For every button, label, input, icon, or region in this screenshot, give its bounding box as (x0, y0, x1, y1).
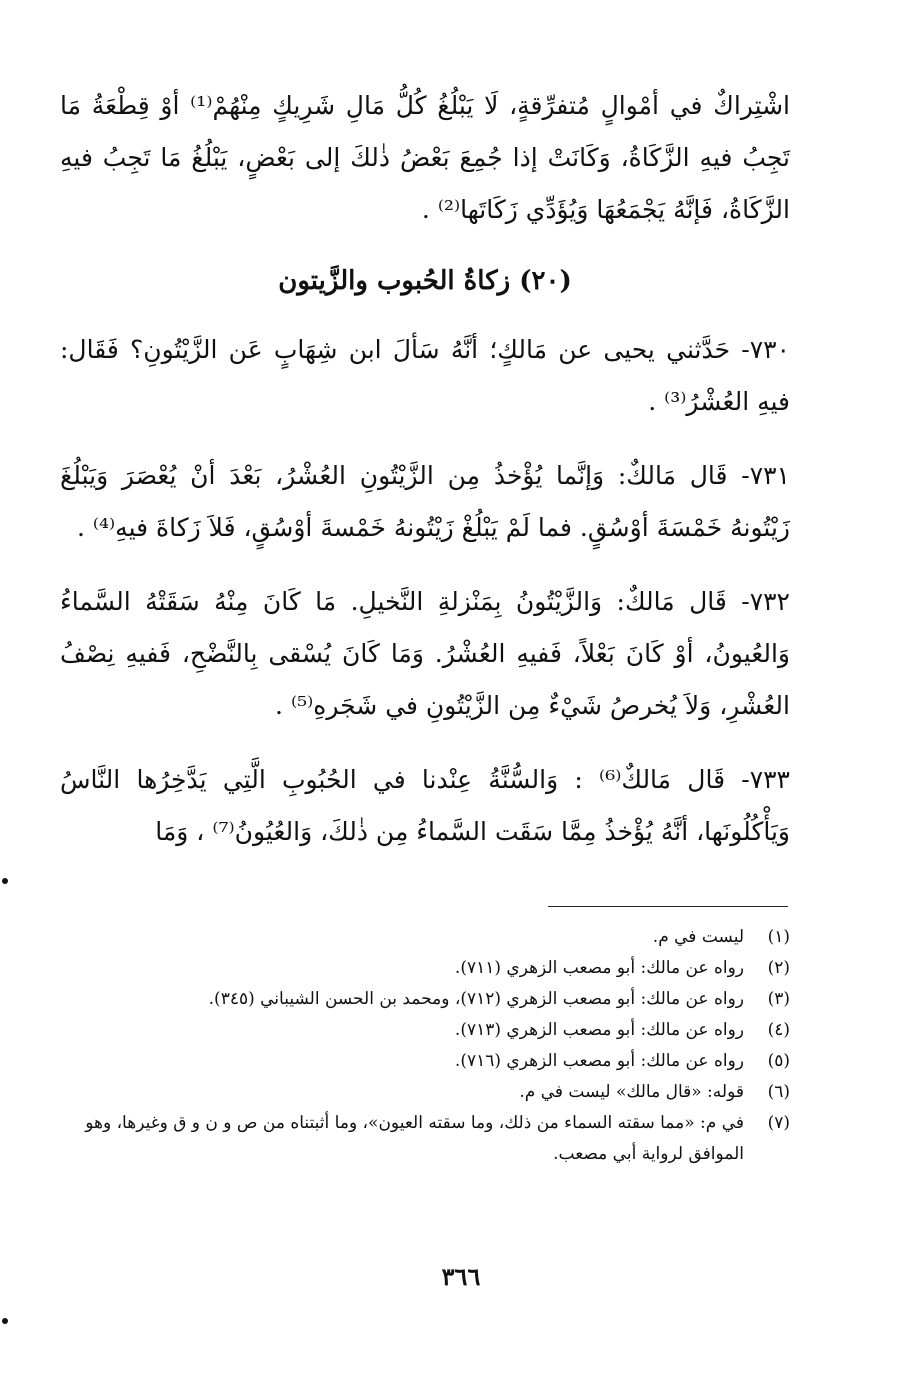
paragraph-730: ٧٣٠- حَدَّثني يحيى عن مَالكٍ؛ أنَّهُ سَألَ ابن شِهَابٍ عَن الزَّيْتُونِ؟ فَقَال: فيهِ العُشْرُ⁽³⁾ . (60, 335, 790, 416)
footnote-1 (60, 922, 790, 953)
footnote-text: في م: «مما سقته السماء من ذلك، وما سقته العيون»، وما أثبتناه من ص و ن و ق وغيرها، وهو الموافق لرواية أبي مصعب. (85, 1113, 744, 1164)
footnote-2 (60, 953, 790, 984)
footnote-text: رواه عن مالك: أبو مصعب الزهري (٧١٢)، ومحمد بن الحسن الشيباني (٣٤٥). (208, 989, 744, 1009)
footnotes (60, 922, 790, 1170)
footnote-5 (60, 1046, 790, 1077)
page-number: ٣٦٦ (441, 1262, 481, 1291)
footnote-text: رواه عن مالك: أبو مصعب الزهري (٧١١). (454, 958, 744, 978)
footnote-divider (548, 906, 788, 907)
footnote-7 (60, 1108, 790, 1170)
footnote-number: (٧) (767, 1113, 790, 1133)
main-text (60, 80, 790, 858)
footnote-6 (60, 1077, 790, 1108)
footnote-4 (60, 1015, 790, 1046)
footnote-number: (٦) (767, 1082, 790, 1102)
scan-speck (2, 1318, 8, 1324)
footnote-text: رواه عن مالك: أبو مصعب الزهري (٧١٦). (454, 1051, 744, 1071)
footnote-number: (١) (767, 927, 790, 947)
paragraph-733: ٧٣٣- قَال مَالكٌ⁽⁶⁾ : وَالسُّنَّةُ عِنْدنا في الحُبُوبِ الَّتِي يَدَّخِرُها النَّاسُ وَيَأْكُلُونَها، أنَّهُ يُؤْخذُ مِمَّا سَقَت السَّماءُ مِن ذٰلكَ، وَالعُيُونُ⁽⁷⁾ ، وَمَا (60, 765, 790, 846)
paragraph-continuation: اشْتِراكٌ في أمْوالٍ مُتفرِّقةٍ، لَا يَبْلُغُ كُلُّ مَالِ شَرِيكٍ مِنْهُمْ⁽¹⁾ أوْ قِطْعَةُ مَا تَجِبُ فيهِ الزَّكَاةُ، وَكَانَتْ إذا جُمِعَ بَعْضُ ذٰلكَ إلى بَعْضٍ، يَبْلُغُ مَا تَجِبُ فيهِ الزَّكَاةُ، فَإنَّهُ يَجْمَعُهَا وَيُؤَدِّي زَكَاتَها⁽²⁾ . (60, 91, 791, 224)
footnote-number: (٤) (767, 1020, 790, 1040)
footnote-number: (٢) (767, 958, 790, 978)
footnote-text: قوله: «قال مالك» ليست في م. (519, 1082, 744, 1102)
footnote-number: (٥) (767, 1051, 790, 1071)
paragraph-732: ٧٣٢- قَال مَالكٌ: وَالزَّيْتُونُ بِمَنْزلةِ النَّخيلِ. مَا كَانَ مِنْهُ سَقَتْهُ السَّماءُ وَالعُيونُ، أوْ كَانَ بَعْلاً، فَفيهِ العُشْرُ. وَمَا كَانَ يُسْقى بِالنَّضْحِ، فَفيهِ نِصْفُ العُشْرِ، وَلاَ يُخرصُ شَيْءٌ مِن الزَّيْتُونِ في شَجَرهِ⁽⁵⁾ . (60, 587, 790, 720)
footnote-text: ليست في م. (652, 927, 744, 947)
paragraph-731: ٧٣١- قَال مَالكٌ: وَإنَّما يُؤْخذُ مِن الزَّيْتُونِ العُشْرُ، بَعْدَ أنْ يُعْصَرَ وَيَبْلُغَ زَيْتُونهُ خَمْسَةَ أوْسُقٍ. فما لَمْ يَبْلُغْ زَيْتُونهُ خَمْسةَ أوْسُقٍ، فَلاَ زَكاةَ فيهِ⁽⁴⁾ . (60, 461, 790, 542)
footnote-3 (60, 984, 790, 1015)
scan-speck (2, 878, 8, 884)
footnote-number: (٣) (767, 989, 790, 1009)
section-heading: (٢٠) زكاةُ الحُبوب والزَّيتون (278, 266, 572, 296)
footnote-text: رواه عن مالك: أبو مصعب الزهري (٧١٣). (454, 1020, 744, 1040)
